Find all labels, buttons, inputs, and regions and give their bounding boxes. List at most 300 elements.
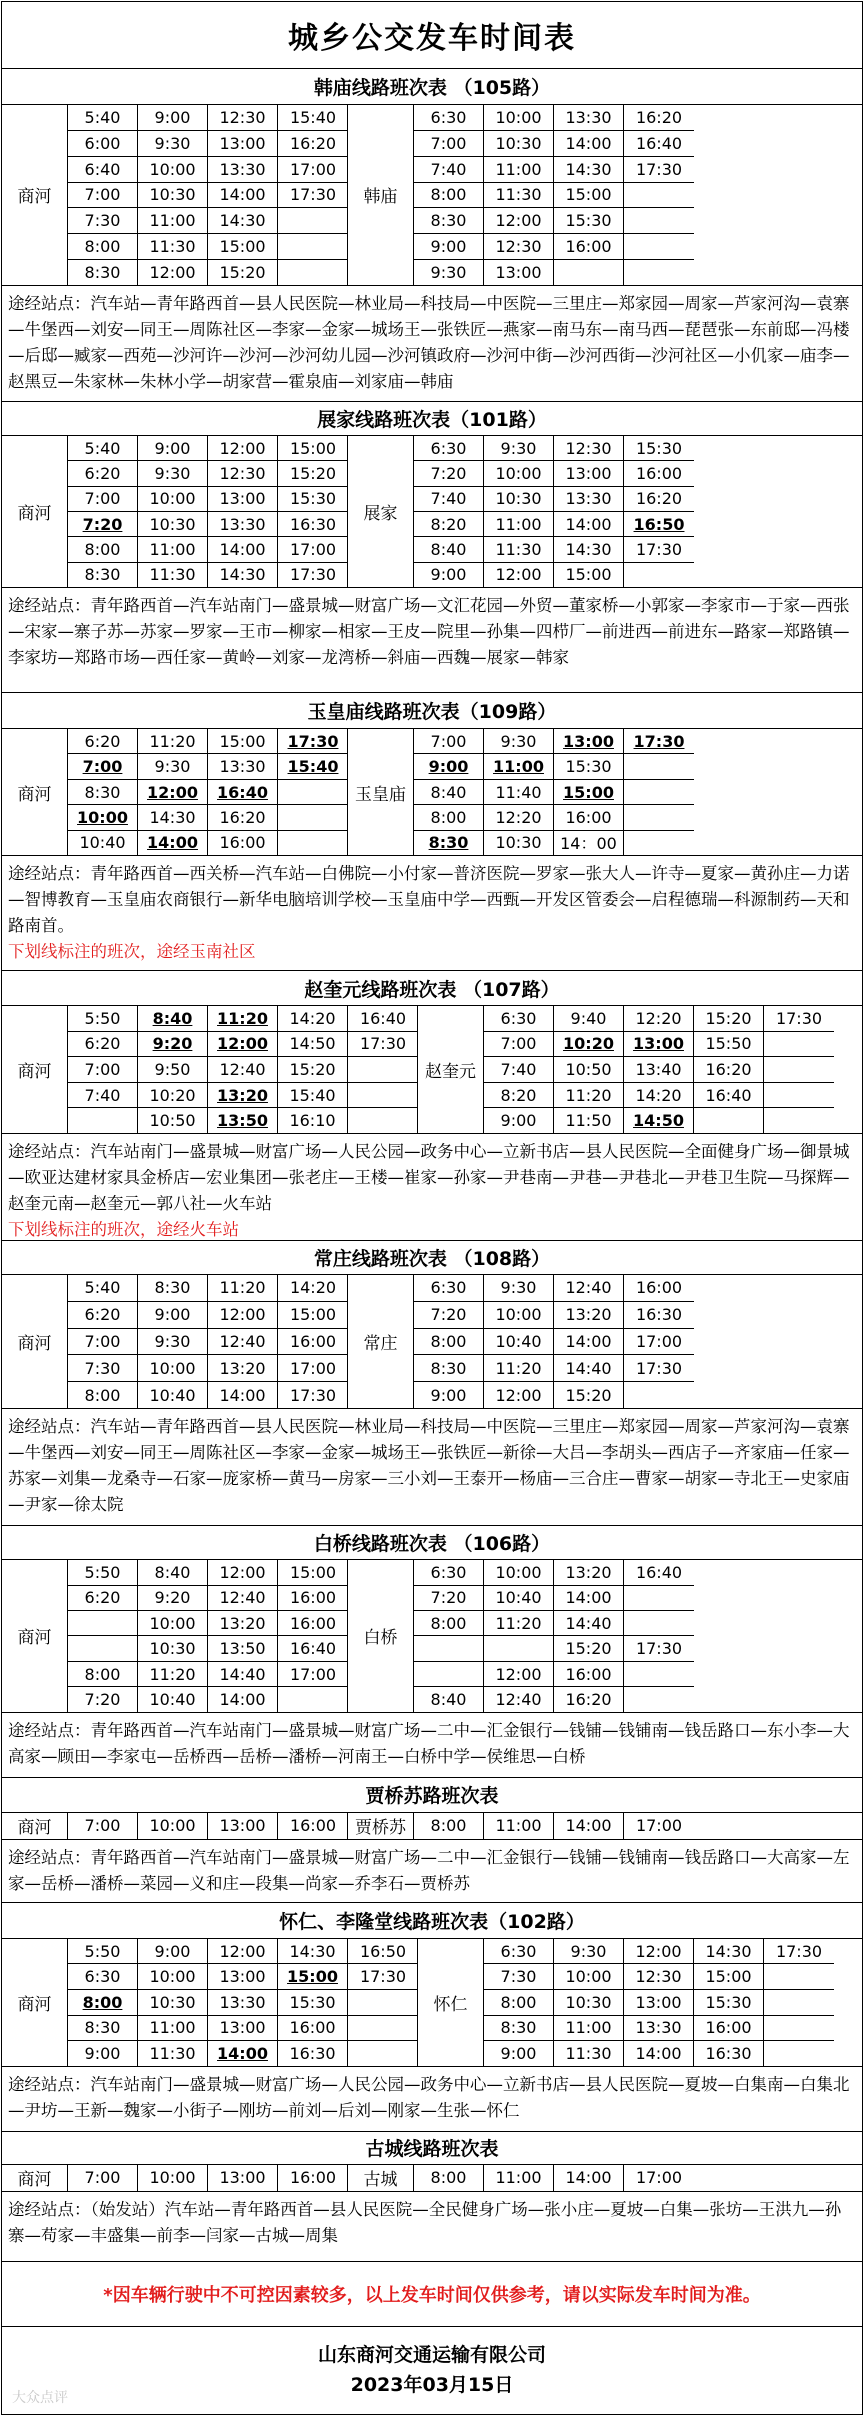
time-cell: 16:00 <box>208 831 278 855</box>
time-cell: 9:00 <box>484 1108 554 1133</box>
schedule-table <box>2 1006 862 1134</box>
time-cell: 12:00 <box>208 1032 278 1057</box>
table-row <box>68 234 347 260</box>
time-cell: 16:00 <box>289 1588 337 1608</box>
departure-times-destination <box>414 2165 694 2191</box>
time-cell: 6:30 <box>414 105 484 130</box>
table-row <box>68 805 347 830</box>
time-cell: 17:00 <box>635 1332 683 1352</box>
time-cell: 16:00 <box>554 1662 624 1686</box>
time-cell: 15:30 <box>289 489 337 509</box>
time-cell: 16:40 <box>359 1008 407 1028</box>
time-cell: 17:30 <box>775 1941 823 1961</box>
time-cell: 6:20 <box>68 1302 138 1328</box>
table-row <box>68 1560 347 1585</box>
time-cell <box>624 805 694 829</box>
table-row <box>68 1355 347 1382</box>
time-cell: 12:00 <box>624 1939 694 1964</box>
table-row <box>414 131 694 157</box>
time-cell: 6:30 <box>414 436 484 460</box>
time-cell <box>348 1108 418 1133</box>
time-cell: 15:00 <box>278 1964 348 1989</box>
time-cell <box>348 1990 418 2015</box>
table-row <box>68 563 347 587</box>
origin-label: 商河 <box>2 1813 68 1839</box>
time-cell <box>624 780 694 804</box>
time-cell <box>764 1057 834 1082</box>
time-cell: 11:30 <box>138 234 208 259</box>
route-stops <box>2 1134 862 1241</box>
time-cell: 14:00 <box>624 2041 694 2066</box>
table-row <box>414 512 694 537</box>
time-cell: 15:00 <box>554 183 624 208</box>
table-row <box>414 436 694 461</box>
time-cell: 13:30 <box>208 157 278 182</box>
time-cell: 9:00 <box>138 1302 208 1328</box>
time-cell: 14：00 <box>554 831 624 855</box>
time-cell: 6:20 <box>68 461 138 485</box>
departure-times-destination <box>414 105 694 285</box>
time-cell: 10:20 <box>138 1083 208 1108</box>
table-row <box>68 537 347 562</box>
time-cell: 17:30 <box>287 731 339 751</box>
time-cell <box>278 780 348 804</box>
time-cell <box>624 831 694 855</box>
table-row <box>484 1939 834 1965</box>
time-cell: 13:00 <box>208 131 278 156</box>
time-cell: 6:20 <box>68 1032 138 1057</box>
departure-times-destination <box>414 436 694 587</box>
table-row <box>414 1813 694 1839</box>
time-cell: 13:00 <box>624 1032 694 1057</box>
time-cell: 12:00 <box>138 260 208 285</box>
sections-container <box>2 69 862 2262</box>
destination-label: 怀仁 <box>418 1939 484 2066</box>
time-cell: 7:00 <box>68 754 138 778</box>
time-cell: 15:00 <box>289 1562 337 1582</box>
table-row <box>414 1687 694 1711</box>
section-title: 展家线路班次表（101路） <box>2 402 862 436</box>
time-cell <box>484 1636 554 1660</box>
time-cell: 9:30 <box>138 131 208 156</box>
table-row <box>68 1964 417 1990</box>
time-cell: 13:00 <box>208 1813 278 1839</box>
time-cell <box>68 1636 138 1660</box>
table-row <box>484 1083 834 1109</box>
time-cell: 13:30 <box>554 487 624 511</box>
time-cell: 9:00 <box>414 234 484 259</box>
time-cell: 7:00 <box>414 131 484 156</box>
time-cell: 9:20 <box>138 1032 208 1057</box>
time-cell: 16:40 <box>289 1639 337 1659</box>
table-row <box>68 1939 417 1965</box>
schedule-table <box>2 105 862 286</box>
time-cell: 13:20 <box>208 1355 278 1381</box>
time-cell: 11:00 <box>138 2016 208 2041</box>
time-cell: 16:00 <box>554 805 624 829</box>
time-cell: 13:00 <box>208 2165 278 2191</box>
table-row <box>414 1586 694 1611</box>
table-row <box>414 1611 694 1636</box>
time-cell: 16:00 <box>635 1278 683 1298</box>
time-cell: 8:30 <box>414 1355 484 1381</box>
time-cell: 9:50 <box>138 1057 208 1082</box>
time-cell: 11:40 <box>484 780 554 804</box>
table-row <box>68 487 347 512</box>
time-cell: 13:00 <box>484 260 554 285</box>
table-row <box>484 2016 834 2042</box>
time-cell: 7:00 <box>414 729 484 753</box>
time-cell: 9:30 <box>484 1275 554 1301</box>
time-cell: 11:30 <box>484 183 554 208</box>
time-cell: 8:00 <box>414 1611 484 1635</box>
origin-label: 商河 <box>2 1939 68 2066</box>
time-cell: 10:00 <box>138 1355 208 1381</box>
time-cell: 11:00 <box>484 754 554 778</box>
time-cell: 17:30 <box>635 540 683 559</box>
time-cell: 11:30 <box>554 2041 624 2066</box>
departure-times-destination <box>414 729 694 855</box>
table-row <box>414 234 694 260</box>
time-cell <box>348 2041 418 2066</box>
route-stops-text: 途经站点：汽车站南门—盛景城—财富广场—人民公园—政务中心—立新书店—县人民医院—全面健身广场—御景城—欧亚达建材家具金桥店—宏业集团—张老庄—王楼—崔家—孙家—尹巷南—尹巷—尹巷北—尹巷卫生院—马探辉—赵奎元南—赵奎元—郭八社—火车站 <box>8 1142 850 1214</box>
time-cell: 15:20 <box>208 260 278 285</box>
time-cell: 17:30 <box>635 159 683 179</box>
issue-date: 2023年03月15日 <box>350 2373 514 2396</box>
route-stops-text: 途经站点：汽车站南门—盛景城—财富广场—人民公园—政务中心—立新书店—县人民医院—夏坡—白集南—白集北—尹坊—王新—魏家—小街子—刚坊—前刘—后刘—刚家—生张—怀仁 <box>8 2074 850 2120</box>
table-row <box>68 1687 347 1711</box>
time-cell: 17:00 <box>635 2168 683 2188</box>
time-cell: 16:50 <box>359 1941 407 1961</box>
time-cell: 16:20 <box>635 489 683 509</box>
departure-times-destination <box>414 1813 694 1839</box>
time-cell: 7:20 <box>68 512 138 536</box>
section-title: 古城线路班次表 <box>2 2132 862 2165</box>
time-cell: 5:50 <box>68 1939 138 1964</box>
time-cell: 14:00 <box>208 1687 278 1711</box>
time-cell: 16:00 <box>289 2168 337 2188</box>
departure-times-origin <box>68 436 348 587</box>
time-cell <box>624 208 694 233</box>
route-stops <box>2 856 862 971</box>
time-cell: 16:00 <box>554 234 624 259</box>
table-row <box>68 157 347 183</box>
route-stops-text: 途经站点：青年路西首—西关桥—汽车站—白佛院—小付家—普济医院—罗家—张大人—许寺—夏家—黄孙庄—力诺—智博教育—玉皇庙农商银行—新华电脑培训学校—玉皇庙中学—西甄—开发区管委会—启程德瑞—科源制药—天和路南首。 <box>8 864 850 936</box>
time-cell: 13:30 <box>208 512 278 536</box>
time-cell: 16:00 <box>694 2016 764 2041</box>
time-cell: 12:30 <box>208 461 278 485</box>
time-cell: 15:00 <box>554 563 624 587</box>
time-cell: 6:30 <box>414 1560 484 1584</box>
time-cell: 13:30 <box>554 105 624 130</box>
table-row <box>68 1662 347 1687</box>
table-row <box>414 1560 694 1585</box>
route-stops-text: 途经站点：青年路西首—汽车站南门—盛景城—财富广场—二中—汇金银行—钱铺—钱铺南—钱岳路口—东小李—大高家—顾田—李家屯—岳桥西—岳桥—潘桥—河南王—白桥中学—侯维思—白桥 <box>8 1720 850 1766</box>
time-cell: 10:30 <box>484 131 554 156</box>
time-cell: 8:00 <box>414 183 484 208</box>
time-cell: 11:00 <box>484 157 554 182</box>
time-cell: 13:20 <box>208 1083 278 1108</box>
time-cell: 7:20 <box>414 1586 484 1610</box>
time-cell: 14:00 <box>554 1329 624 1355</box>
schedule-table <box>2 1813 862 1840</box>
time-cell: 16:20 <box>289 133 337 153</box>
time-cell: 8:00 <box>68 1382 138 1408</box>
time-cell: 5:40 <box>68 105 138 130</box>
table-row <box>68 2041 417 2066</box>
time-cell: 17:30 <box>359 1967 407 1987</box>
route-stops <box>2 1409 862 1526</box>
time-cell: 8:30 <box>414 831 484 855</box>
route-stops <box>2 286 862 402</box>
time-cell: 7:20 <box>414 1302 484 1328</box>
section-title: 赵奎元线路班次表 （107路） <box>2 971 862 1006</box>
time-cell: 15:40 <box>278 1083 348 1108</box>
time-cell: 11:20 <box>484 1355 554 1381</box>
time-cell: 16:20 <box>635 107 683 127</box>
time-cell: 10:50 <box>138 1108 208 1133</box>
table-row <box>414 1636 694 1661</box>
route-stops <box>2 1713 862 1778</box>
table-row <box>68 754 347 779</box>
time-cell: 10:00 <box>484 1560 554 1584</box>
schedule-table <box>2 2165 862 2192</box>
time-cell: 8:00 <box>68 234 138 259</box>
time-cell: 10:40 <box>138 1687 208 1711</box>
destination-label: 赵奎元 <box>418 1006 484 1133</box>
time-cell: 12:00 <box>208 1560 278 1584</box>
time-cell: 15:50 <box>694 1032 764 1057</box>
time-cell: 11:20 <box>138 1662 208 1686</box>
route-stops <box>2 588 862 693</box>
time-cell: 12:20 <box>624 1006 694 1031</box>
time-cell <box>554 260 624 285</box>
time-cell <box>624 1662 694 1686</box>
origin-label: 商河 <box>2 1006 68 1133</box>
destination-label: 常庄 <box>348 1275 414 1408</box>
section-title: 韩庙线路班次表 （105路） <box>2 69 862 105</box>
time-cell <box>348 1083 418 1108</box>
time-cell: 8:30 <box>484 2016 554 2041</box>
time-cell: 8:00 <box>484 1990 554 2015</box>
table-row <box>68 729 347 754</box>
time-cell: 7:00 <box>68 183 138 208</box>
departure-times-origin <box>68 105 348 285</box>
time-cell: 16:30 <box>289 514 337 534</box>
time-cell: 17:30 <box>289 565 337 585</box>
time-cell: 10:00 <box>138 1964 208 1989</box>
time-cell: 10:40 <box>484 1586 554 1610</box>
time-cell: 12:40 <box>208 1586 278 1610</box>
time-cell: 8:30 <box>68 260 138 285</box>
page-title: 城乡公交发车时间表 <box>2 2 862 69</box>
table-row <box>68 1636 347 1661</box>
time-cell: 9:40 <box>554 1006 624 1031</box>
time-cell: 16:10 <box>278 1108 348 1133</box>
time-cell: 10:50 <box>554 1057 624 1082</box>
section-title: 白桥线路班次表 （106路） <box>2 1526 862 1560</box>
origin-label: 商河 <box>2 2165 68 2191</box>
time-cell <box>624 234 694 259</box>
time-cell: 12:40 <box>208 1057 278 1082</box>
time-cell: 8:30 <box>68 780 138 804</box>
time-cell: 10:40 <box>138 1382 208 1408</box>
time-cell: 12:00 <box>484 563 554 587</box>
time-cell: 11:00 <box>138 208 208 233</box>
time-cell: 12:00 <box>208 1302 278 1328</box>
time-cell: 8:40 <box>414 537 484 561</box>
table-row <box>414 487 694 512</box>
time-cell: 8:40 <box>138 1006 208 1031</box>
time-cell: 14:40 <box>554 1355 624 1381</box>
time-cell: 9:00 <box>68 2041 138 2066</box>
time-cell: 14:00 <box>208 1382 278 1408</box>
time-cell: 14:50 <box>278 1032 348 1057</box>
table-row <box>68 208 347 234</box>
time-cell: 11:00 <box>138 537 208 561</box>
time-cell: 14:50 <box>624 1108 694 1133</box>
schedule-sheet <box>1 1 863 2415</box>
time-cell: 17:30 <box>359 1034 407 1054</box>
table-row <box>414 1329 694 1356</box>
time-cell: 10:30 <box>484 831 554 855</box>
time-cell: 8:30 <box>414 208 484 233</box>
table-row <box>414 208 694 234</box>
time-cell: 9:30 <box>554 1939 624 1964</box>
time-cell: 10:00 <box>138 157 208 182</box>
time-cell <box>764 2041 834 2066</box>
table-row <box>68 512 347 537</box>
destination-label: 展家 <box>348 436 414 587</box>
time-cell: 7:30 <box>68 1355 138 1381</box>
time-cell: 16:30 <box>278 2041 348 2066</box>
origin-label: 商河 <box>2 105 68 285</box>
time-cell: 11:00 <box>484 1813 554 1839</box>
time-cell: 9:30 <box>138 1329 208 1355</box>
time-cell: 13:20 <box>554 1560 624 1584</box>
time-cell: 15:00 <box>289 1305 337 1325</box>
time-cell: 16:50 <box>633 514 685 534</box>
route-stops <box>2 2192 862 2262</box>
time-cell: 11:30 <box>484 537 554 561</box>
schedule-table <box>2 1939 862 2067</box>
time-cell: 14:30 <box>208 563 278 587</box>
route-stops-text: 途经站点：汽车站—青年路西首—县人民医院—林业局—科技局—中医院—三里庄—郑家园—周家—芦家河沟—袁寨—牛堡西—刘安—同王—周陈社区—李家—金家—城场王—张铁匠—新徐—大吕—李胡头—西店子—齐家庙—任家—苏家—刘集—龙桑寺—石家—庞家桥—黄马—房家—三小刘—王泰开—杨庙—三合庄—曹家—胡家—寺北王—史家庙—尹家—徐太院 <box>8 1417 850 1515</box>
time-cell: 8:00 <box>414 805 484 829</box>
time-cell: 12:40 <box>554 1275 624 1301</box>
time-cell: 8:00 <box>68 1662 138 1686</box>
time-cell: 7:20 <box>68 1687 138 1711</box>
table-row <box>414 1302 694 1329</box>
time-cell: 10:00 <box>138 2165 208 2191</box>
time-cell: 7:20 <box>414 461 484 485</box>
company-name: 山东商河交通运输有限公司 <box>317 2343 546 2366</box>
time-cell <box>764 1083 834 1108</box>
time-cell: 14:30 <box>554 157 624 182</box>
table-row <box>68 1275 347 1302</box>
table-row <box>68 831 347 855</box>
time-cell <box>278 234 348 259</box>
time-cell: 10:00 <box>138 1611 208 1635</box>
table-row <box>484 1032 834 1058</box>
time-cell <box>414 1636 484 1660</box>
time-cell: 11:20 <box>138 729 208 753</box>
time-cell: 14:20 <box>278 1006 348 1031</box>
time-cell: 10:30 <box>554 1990 624 2015</box>
time-cell: 15:30 <box>694 1990 764 2015</box>
time-cell: 14:00 <box>554 1586 624 1610</box>
time-cell <box>278 208 348 233</box>
table-row <box>414 1275 694 1302</box>
time-cell: 13:30 <box>624 2016 694 2041</box>
time-cell: 17:30 <box>635 1358 683 1378</box>
time-cell: 10:00 <box>554 1964 624 1989</box>
time-cell: 10:30 <box>138 183 208 208</box>
time-cell: 9:30 <box>414 260 484 285</box>
time-cell: 16:00 <box>289 1816 337 1836</box>
time-cell: 15:20 <box>278 1057 348 1082</box>
schedule-table <box>2 1560 862 1713</box>
time-cell: 12:30 <box>484 234 554 259</box>
time-cell: 8:00 <box>414 1813 484 1839</box>
time-cell <box>624 1611 694 1635</box>
time-cell: 9:30 <box>484 436 554 460</box>
time-cell: 11:00 <box>484 512 554 536</box>
underline-note: 下划线标注的班次，途经火车站 <box>8 1220 239 1240</box>
time-cell: 15:30 <box>554 208 624 233</box>
time-cell: 16:00 <box>278 2016 348 2041</box>
table-row <box>484 1057 834 1083</box>
schedule-table <box>2 436 862 588</box>
time-cell: 7:00 <box>484 1032 554 1057</box>
time-cell: 10:00 <box>484 1302 554 1328</box>
time-cell <box>68 1611 138 1635</box>
origin-label: 商河 <box>2 436 68 587</box>
time-cell: 10:00 <box>484 105 554 130</box>
time-cell: 9:00 <box>138 436 208 460</box>
table-row <box>68 183 347 209</box>
time-cell: 16:40 <box>635 1562 683 1582</box>
time-cell: 7:00 <box>68 1813 138 1839</box>
time-cell: 7:30 <box>484 1964 554 1989</box>
time-cell: 10:40 <box>484 1329 554 1355</box>
time-cell: 9:00 <box>138 105 208 130</box>
time-cell: 16:40 <box>208 780 278 804</box>
time-cell: 13:30 <box>208 754 278 778</box>
time-cell: 7:00 <box>68 487 138 511</box>
time-cell: 13:00 <box>554 461 624 485</box>
departure-times-origin <box>68 1275 348 1408</box>
table-row <box>68 1329 347 1356</box>
route-stops <box>2 2067 862 2132</box>
time-cell: 9:30 <box>138 461 208 485</box>
time-cell: 7:30 <box>68 208 138 233</box>
time-cell <box>278 260 348 285</box>
time-cell: 16:00 <box>289 1332 337 1352</box>
table-row <box>484 2041 834 2066</box>
table-row <box>68 436 347 461</box>
time-cell: 13:00 <box>208 1964 278 1989</box>
time-cell: 14:00 <box>208 2041 278 2066</box>
time-cell <box>624 563 694 587</box>
time-cell: 15:40 <box>287 757 339 777</box>
table-row <box>414 183 694 209</box>
time-cell: 5:40 <box>68 436 138 460</box>
time-cell <box>414 1662 484 1686</box>
time-cell: 14:00 <box>554 2165 624 2191</box>
footer-disclaimer: *因车辆行驶中不可控因素较多，以上发车时间仅供参考，请以实际发车时间为准。 <box>2 2262 862 2327</box>
time-cell: 10:20 <box>554 1032 624 1057</box>
